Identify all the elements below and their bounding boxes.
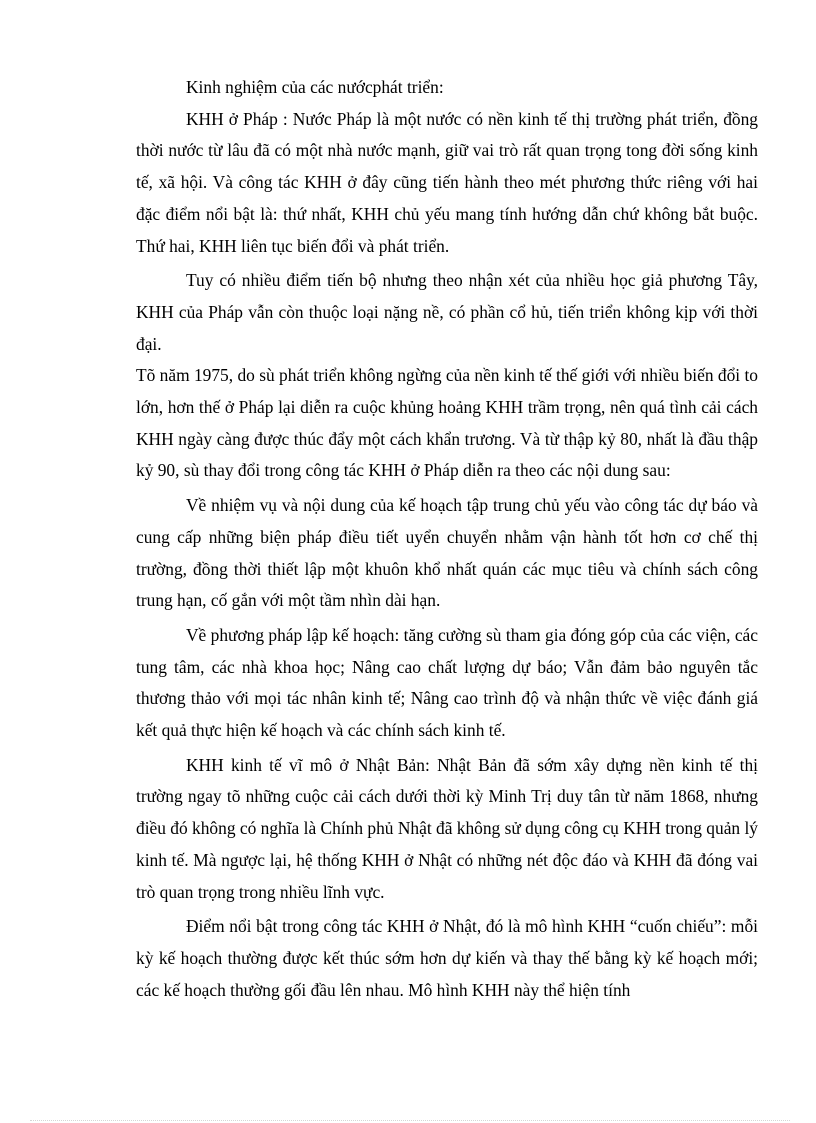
paragraph-japan-overview: KHH kinh tế vĩ mô ở Nhật Bản: Nhật Bản đã sớm xây dựng nền kinh tế thị trường ngay tõ những cuộc cải cách dưới thời kỳ Minh Trị duy tân từ năm 1868, nhưng điều đó không có nghĩa là Chính phủ Nhật đã không sử dụng công cụ KHH trong quản lý kinh tế. Mà ngược lại, hệ thống KHH ở Nhật có những nét độc đáo và KHH đã đóng vai trò quan trọng trong nhiều lĩnh vực. <box>136 754 758 902</box>
document-body <box>136 72 758 1006</box>
paragraph-france-reform: Tõ năm 1975, do sù phát triển không ngừng của nền kinh tế thế giới với nhiều biến đổi to lớn, hơn thế ở Pháp lại diễn ra cuộc khủng hoảng KHH trầm trọng, nên quá tình cải cách KHH ngày càng được thúc đẩy một cách khẩn trương. Và từ thập kỷ 80, nhất là đầu thập kỷ 90, sù thay đổi trong công tác KHH ở Pháp diễn ra theo các nội dung sau: <box>136 365 758 481</box>
paragraph-japan-rolling-plan: Điểm nổi bật trong công tác KHH ở Nhật, đó là mô hình KHH “cuốn chiếu”: mỗi kỳ kế hoạch thường được kết thúc sớm hơn dự kiến và thay thế bằng kỳ kế hoạch mới; các kế hoạch thường gối đầu lên nhau. Mô hình KHH này thể hiện tính <box>136 916 758 1000</box>
paragraph-plan-methods: Về phương pháp lập kế hoạch: tăng cường sù tham gia đóng góp của các viện, các tung tâm, các nhà khoa học; Nâng cao chất lượng dự báo; Vẫn đảm bảo nguyên tắc thương thảo với mọi tác nhân kinh tế; Nâng cao trình độ và nhận thức về việc đánh giá kết quả thực hiện kế hoạch và các chính sách kinh tế. <box>136 624 758 741</box>
page-bottom-divider <box>30 1120 790 1121</box>
section-heading: Kinh nghiệm của các nướcphát triển: <box>186 77 444 97</box>
paragraph-plan-tasks: Về nhiệm vụ và nội dung của kế hoạch tập trung chủ yếu vào công tác dự báo và cung cấp những biện pháp điều tiết uyển chuyển nhằm vận hành tốt hơn cơ chế thị trường, đồng thời thiết lập một khuôn khổ nhất quán các mục tiêu và chính sách công trung hạn, cố gắn với một tầm nhìn dài hạn. <box>136 495 758 611</box>
paragraph-france-critique: Tuy có nhiều điểm tiến bộ nhưng theo nhận xét của nhiều học giả phương Tây, KHH của Pháp vẫn còn thuộc loại nặng nề, có phần cổ hủ, tiến triển không kịp với thời đại. <box>136 270 758 354</box>
paragraph-france-overview: KHH ở Pháp : Nước Pháp là một nước có nền kinh tế thị trường phát triển, đồng thời nước từ lâu đã có một nhà nước mạnh, giữ vai trò rất quan trọng tong đời sống kinh tế, xã hội. Và công tác KHH ở đây cũng tiến hành theo mét phương thức riêng với hai đặc điểm nổi bật là: thứ nhất, KHH chủ yếu mang tính hướng dẫn chứ không bắt buộc. Thứ hai, KHH liên tục biến đổi và phát triển. <box>136 108 758 256</box>
